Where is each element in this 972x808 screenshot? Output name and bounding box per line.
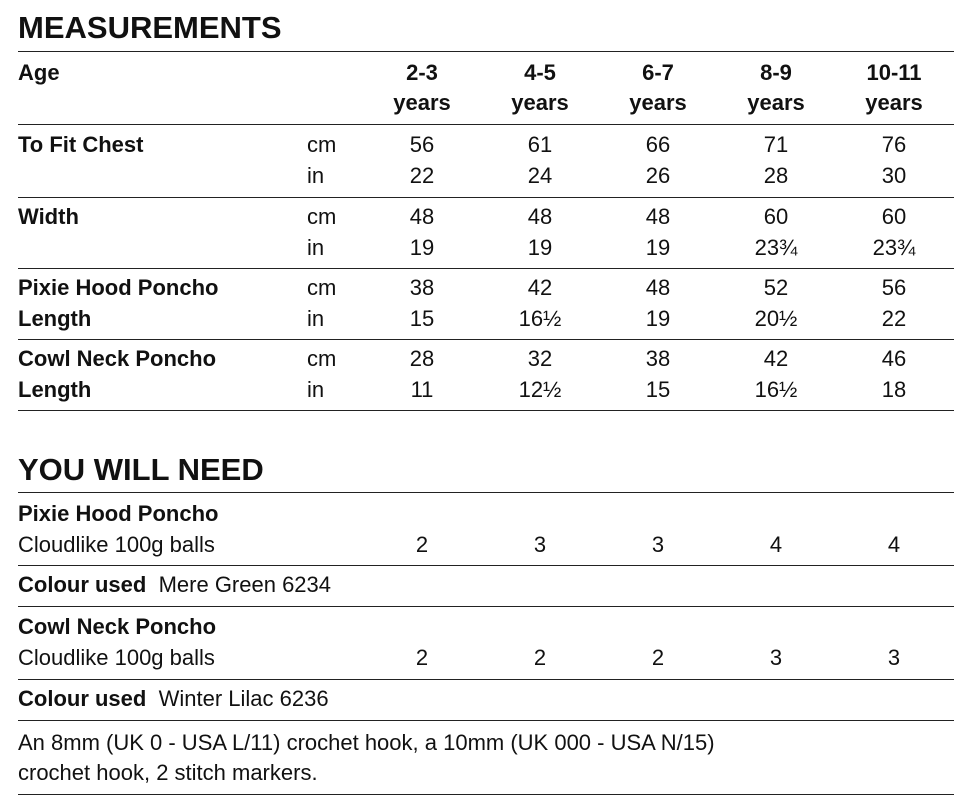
row-1-cm-1: 48 (527, 204, 553, 229)
row-0-cm-1: 61 (527, 132, 553, 157)
rule-row-1 (18, 268, 954, 269)
size-2-line2: years (629, 90, 687, 115)
cowl-balls-0: 2 (415, 645, 429, 670)
row-3-cm-1: 32 (527, 346, 553, 371)
row-1-in-4: 23¾ (872, 235, 916, 260)
cowl-balls-3: 3 (769, 645, 783, 670)
pixie-balls-3: 4 (769, 532, 783, 557)
size-3-line1: 8-9 (760, 60, 792, 85)
row-3-unit-in: in (307, 377, 325, 402)
row-1-in-2: 19 (645, 235, 671, 260)
size-2-line1: 6-7 (642, 60, 674, 85)
row-0-cm-2: 66 (645, 132, 671, 157)
row-3-in-3: 16½ (754, 377, 798, 402)
rule-row-0 (18, 197, 954, 198)
row-1-cm-3: 60 (763, 204, 789, 229)
size-4-line2: years (865, 90, 923, 115)
you-will-need-title: YOU WILL NEED (18, 452, 264, 487)
row-3-in-0: 11 (410, 377, 434, 402)
row-1-label: Width (18, 204, 79, 229)
rule-need-top (18, 492, 954, 493)
rule-cowl-colour (18, 720, 954, 721)
row-0-unit-in: in (307, 163, 325, 188)
size-4-line1: 10-11 (866, 60, 922, 85)
row-2-label-line2: Length (18, 306, 92, 331)
row-2-in-3: 20½ (754, 306, 798, 331)
rule-cowl (18, 679, 954, 680)
row-2-label-line1: Pixie Hood Poncho (18, 275, 219, 300)
row-1-unit-in: in (307, 235, 325, 260)
pixie-heading: Pixie Hood Poncho (18, 501, 219, 526)
measurements-title: MEASUREMENTS (18, 10, 282, 45)
row-3-in-4: 18 (881, 377, 907, 402)
size-1-line1: 4-5 (524, 60, 556, 85)
row-2-in-2: 19 (645, 306, 671, 331)
rule-row-3 (18, 410, 954, 411)
pixie-yarn: Cloudlike 100g balls (18, 532, 215, 557)
notes-line-1: An 8mm (UK 0 - USA L/11) crochet hook, a 10mm (UK 000 - USA N/15) (18, 730, 715, 755)
size-0-line2: years (393, 90, 451, 115)
row-2-in-0: 15 (409, 306, 435, 331)
age-label: Age (18, 60, 60, 85)
cowl-balls-4: 3 (887, 645, 901, 670)
rule-pixie (18, 565, 954, 566)
row-1-in-3: 23¾ (754, 235, 798, 260)
row-2-cm-0: 38 (409, 275, 435, 300)
row-0-cm-3: 71 (763, 132, 789, 157)
row-2-cm-3: 52 (763, 275, 789, 300)
row-3-in-2: 15 (645, 377, 671, 402)
row-3-label-line1: Cowl Neck Poncho (18, 346, 217, 371)
row-2-unit-cm: cm (307, 275, 337, 300)
cowl-colour-label: Colour used (18, 686, 147, 711)
row-3-cm-2: 38 (645, 346, 671, 371)
cowl-balls-2: 2 (651, 645, 665, 670)
row-1-in-1: 19 (527, 235, 553, 260)
row-3-unit-cm: cm (307, 346, 337, 371)
row-2-in-4: 22 (881, 306, 907, 331)
row-2-cm-1: 42 (527, 275, 553, 300)
size-0-line1: 2-3 (406, 60, 438, 85)
cowl-heading: Cowl Neck Poncho (18, 614, 217, 639)
row-2-cm-4: 56 (881, 275, 907, 300)
rule-top (18, 51, 954, 52)
pixie-colour-line (18, 570, 331, 600)
cowl-balls-1: 2 (533, 645, 547, 670)
row-3-label-line2: Length (18, 377, 92, 402)
pixie-colour-label: Colour used (18, 572, 147, 597)
cowl-colour-line (18, 684, 329, 714)
size-1-line2: years (511, 90, 569, 115)
cowl-colour-value: Winter Lilac 6236 (158, 686, 329, 711)
row-3-cm-3: 42 (763, 346, 789, 371)
pixie-colour-value: Mere Green 6234 (158, 572, 332, 597)
pixie-balls-2: 3 (651, 532, 665, 557)
row-0-in-2: 26 (645, 163, 671, 188)
row-0-label: To Fit Chest (18, 132, 144, 157)
pixie-balls-4: 4 (887, 532, 901, 557)
rule-bottom (18, 794, 954, 795)
row-0-in-0: 22 (409, 163, 435, 188)
row-1-cm-0: 48 (409, 204, 435, 229)
size-3-line2: years (747, 90, 805, 115)
row-3-cm-0: 28 (409, 346, 435, 371)
row-0-cm-4: 76 (881, 132, 907, 157)
row-0-unit-cm: cm (307, 132, 337, 157)
rule-header (18, 124, 954, 125)
rule-pixie-colour (18, 606, 954, 607)
row-0-in-4: 30 (881, 163, 907, 188)
row-2-cm-2: 48 (645, 275, 671, 300)
row-3-cm-4: 46 (881, 346, 907, 371)
row-1-cm-4: 60 (881, 204, 907, 229)
row-2-in-1: 16½ (518, 306, 562, 331)
row-0-cm-0: 56 (409, 132, 435, 157)
row-2-unit-in: in (307, 306, 325, 331)
pixie-balls-1: 3 (533, 532, 547, 557)
notes-line-2: crochet hook, 2 stitch markers. (18, 760, 318, 785)
row-1-in-0: 19 (409, 235, 435, 260)
cowl-yarn: Cloudlike 100g balls (18, 645, 215, 670)
row-1-cm-2: 48 (645, 204, 671, 229)
row-3-in-1: 12½ (518, 377, 562, 402)
pixie-balls-0: 2 (415, 532, 429, 557)
row-0-in-1: 24 (527, 163, 553, 188)
row-0-in-3: 28 (763, 163, 789, 188)
row-1-unit-cm: cm (307, 204, 337, 229)
rule-row-2 (18, 339, 954, 340)
